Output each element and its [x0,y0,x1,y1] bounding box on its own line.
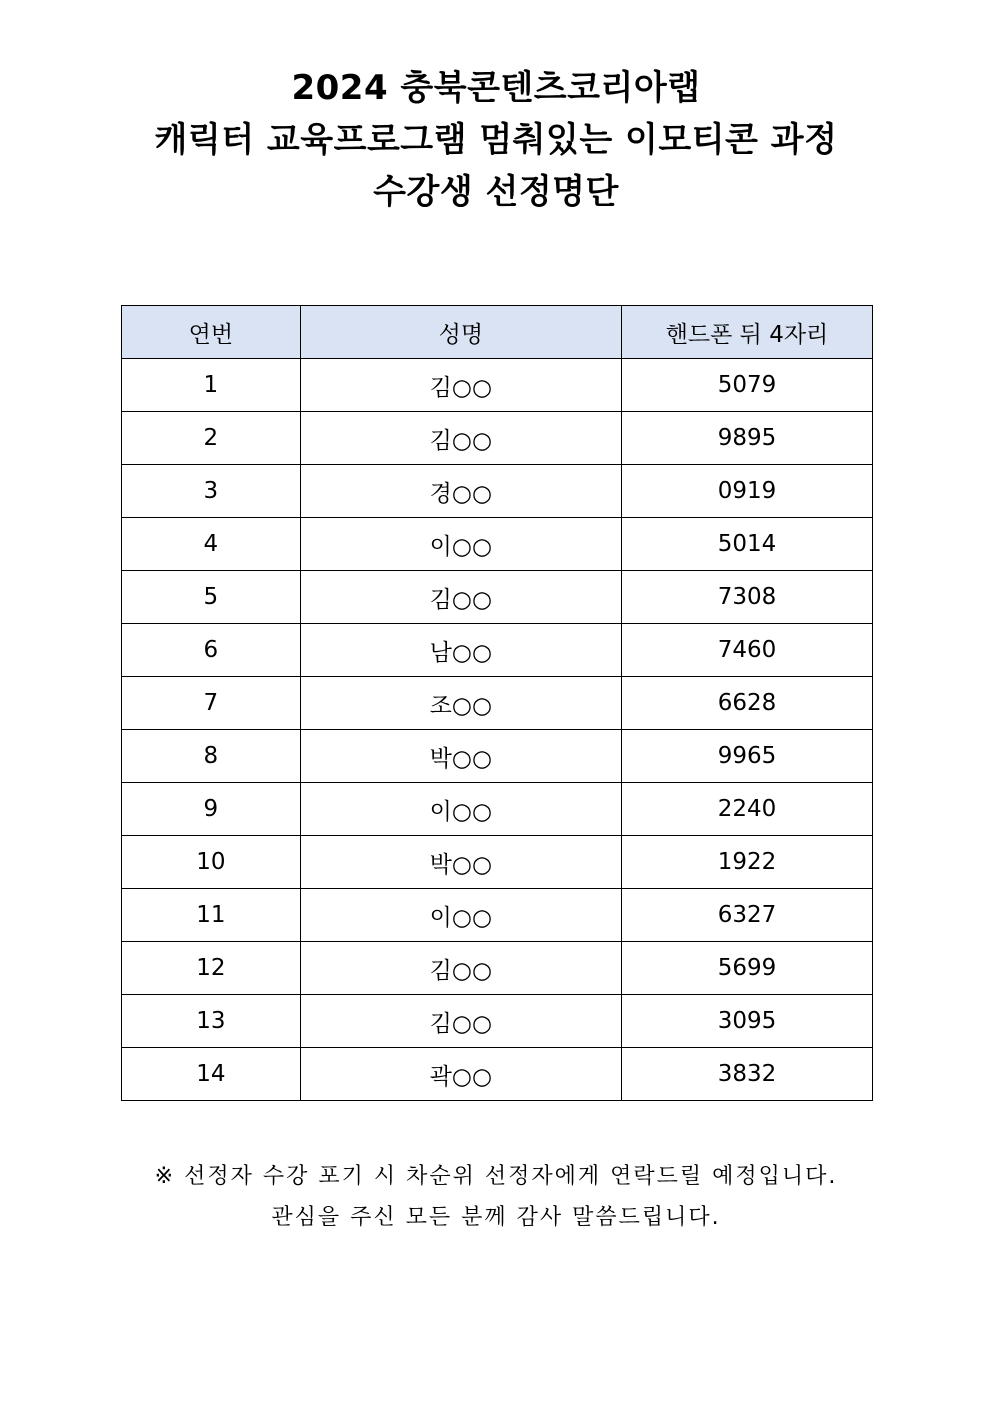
cell-number: 3 [122,465,301,518]
cell-number: 14 [122,1048,301,1101]
notice-line-1: ※ 선정자 수강 포기 시 차순위 선정자에게 연락드릴 예정입니다. [154,1164,838,1189]
document-title [0,62,992,218]
cell-name: 김○○ [300,571,621,624]
cell-number: 9 [122,783,301,836]
cell-phone: 7460 [621,624,872,677]
title-line-3: 수강생 선정명단 [373,172,619,212]
cell-phone: 0919 [621,465,872,518]
table-row [122,1048,873,1101]
cell-name: 박○○ [300,836,621,889]
cell-name: 김○○ [300,995,621,1048]
cell-phone: 5079 [621,359,872,412]
table-row [122,412,873,465]
cell-name: 경○○ [300,465,621,518]
cell-phone: 7308 [621,571,872,624]
cell-number: 8 [122,730,301,783]
title-line-2: 캐릭터 교육프로그램 멈춰있는 이모티콘 과정 [154,120,838,160]
cell-name: 이○○ [300,889,621,942]
table-row [122,571,873,624]
table-row [122,624,873,677]
cell-name: 남○○ [300,624,621,677]
cell-phone: 5014 [621,518,872,571]
cell-number: 12 [122,942,301,995]
table-row [122,465,873,518]
table-row [122,359,873,412]
selection-table [121,305,873,1101]
table-row [122,995,873,1048]
table-row [122,942,873,995]
table-header-row [122,306,873,359]
cell-number: 6 [122,624,301,677]
cell-phone: 9965 [621,730,872,783]
cell-number: 13 [122,995,301,1048]
table-row [122,677,873,730]
cell-name: 곽○○ [300,1048,621,1101]
cell-name: 조○○ [300,677,621,730]
cell-name: 이○○ [300,518,621,571]
cell-number: 4 [122,518,301,571]
header-number: 연번 [122,306,301,359]
table-row [122,889,873,942]
cell-number: 11 [122,889,301,942]
cell-phone: 9895 [621,412,872,465]
cell-phone: 5699 [621,942,872,995]
cell-phone: 3095 [621,995,872,1048]
cell-phone: 6327 [621,889,872,942]
cell-phone: 6628 [621,677,872,730]
header-name: 성명 [300,306,621,359]
cell-phone: 2240 [621,783,872,836]
cell-name: 박○○ [300,730,621,783]
notice-line-2: 관심을 주신 모든 분께 감사 말씀드립니다. [271,1205,721,1230]
table-row [122,783,873,836]
cell-phone: 1922 [621,836,872,889]
cell-number: 5 [122,571,301,624]
header-phone: 핸드폰 뒤 4자리 [621,306,872,359]
title-line-1: 2024 충북콘텐츠코리아랩 [291,68,701,108]
cell-name: 이○○ [300,783,621,836]
cell-phone: 3832 [621,1048,872,1101]
cell-number: 2 [122,412,301,465]
cell-number: 7 [122,677,301,730]
cell-number: 1 [122,359,301,412]
cell-name: 김○○ [300,412,621,465]
cell-name: 김○○ [300,359,621,412]
table-row [122,836,873,889]
cell-number: 10 [122,836,301,889]
table-row [122,518,873,571]
table-row [122,730,873,783]
cell-name: 김○○ [300,942,621,995]
notice [0,1156,992,1238]
